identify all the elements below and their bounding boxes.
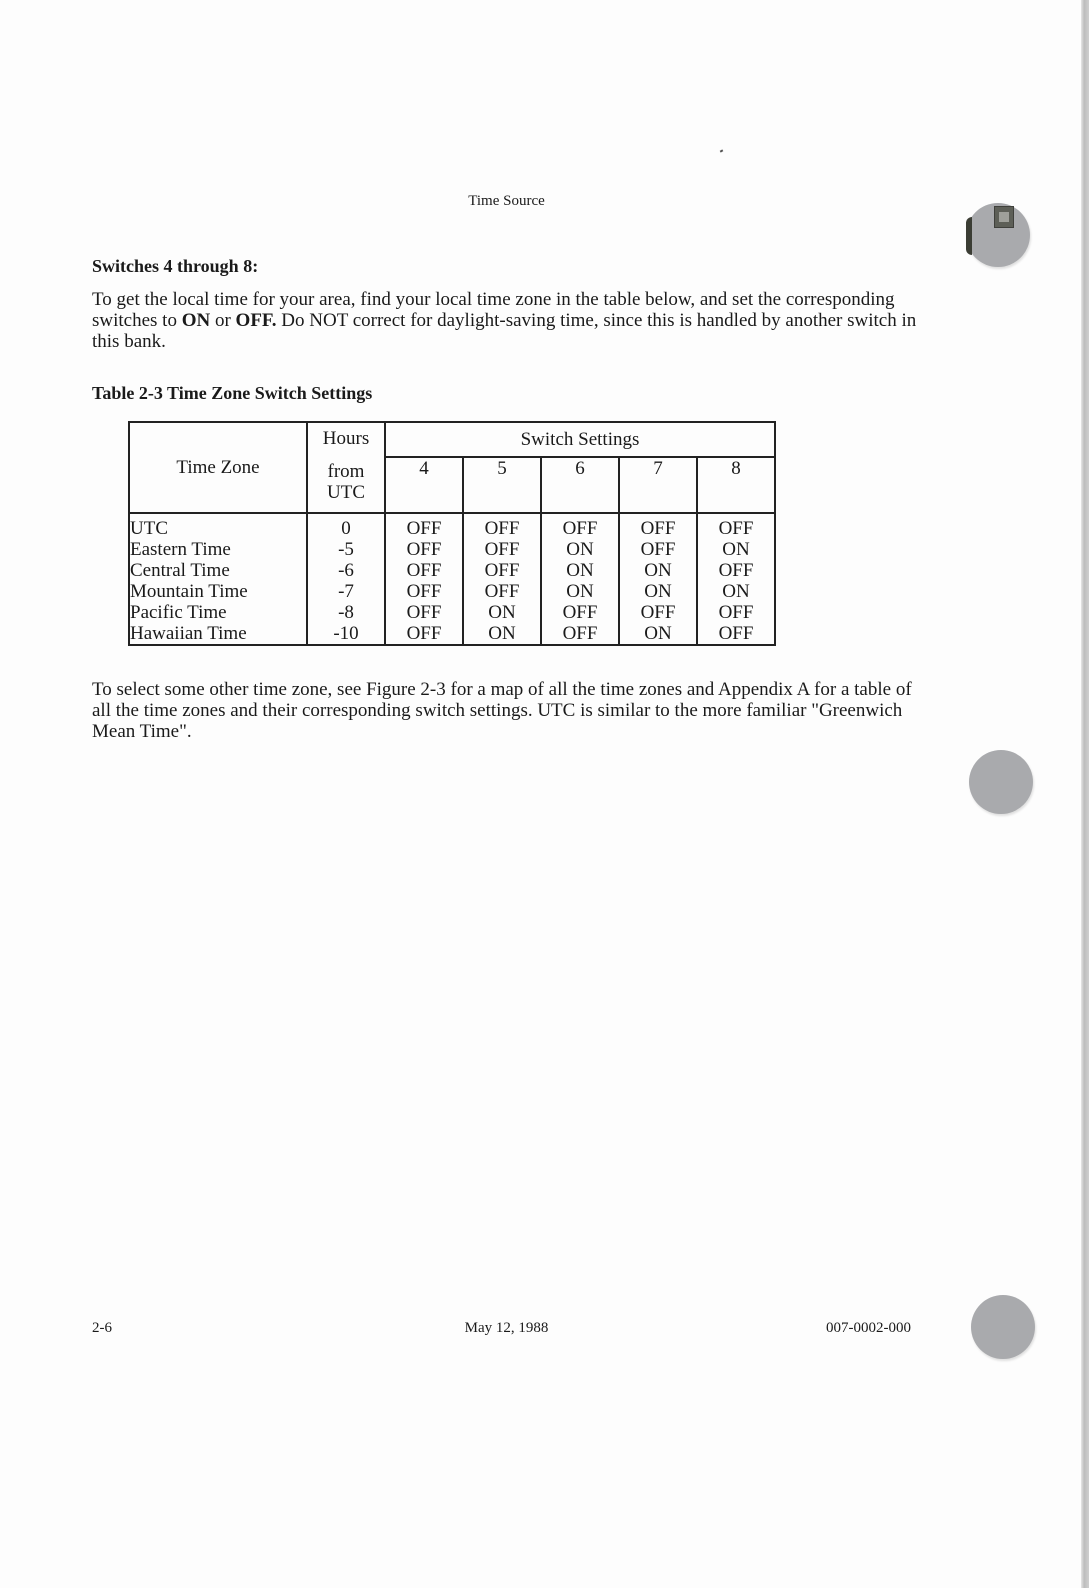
document-number: 007-0002-000 <box>826 1320 911 1336</box>
switch-5-setting: OFF <box>463 539 541 560</box>
header-time-zone: Time Zone <box>129 422 307 513</box>
table-row <box>129 602 775 623</box>
time-zone-name: Pacific Time <box>129 602 307 623</box>
binder-ring-shadow <box>966 217 972 255</box>
intro-paragraph <box>92 289 922 352</box>
intro-text-start: To get the local time for your area, find your local time zone in the table below, and set the corresponding switches to <box>92 289 895 331</box>
time-zone-name: UTC <box>129 513 307 539</box>
switch-4-setting: OFF <box>385 560 463 581</box>
switch-7-setting: OFF <box>619 513 697 539</box>
header-switch-4: 4 <box>385 457 463 513</box>
intro-text-end: Do NOT correct for daylight-saving time, since this is handled by another switch in this bank. <box>92 310 917 352</box>
switch-6-setting: ON <box>541 560 619 581</box>
page-number: 2-6 <box>92 1320 112 1336</box>
switch-5-setting: ON <box>463 623 541 645</box>
table-row <box>129 539 775 560</box>
table-row <box>129 560 775 581</box>
switch-4-setting: OFF <box>385 539 463 560</box>
switch-8-setting: OFF <box>697 623 775 645</box>
switch-7-setting: ON <box>619 560 697 581</box>
switch-8-setting: ON <box>697 581 775 602</box>
running-head: Time Source <box>468 193 545 209</box>
intro-or-text: or <box>210 310 236 331</box>
switch-6-setting: OFF <box>541 623 619 645</box>
hours-from-utc: -10 <box>307 623 385 645</box>
intro-off-keyword: OFF. <box>235 310 277 331</box>
intro-on-keyword: ON <box>181 310 211 331</box>
table-row <box>129 513 775 539</box>
switch-4-setting: OFF <box>385 513 463 539</box>
header-switch-7: 7 <box>619 457 697 513</box>
switch-5-setting: OFF <box>463 513 541 539</box>
table-caption: Table 2-3 Time Zone Switch Settings <box>92 383 373 403</box>
header-hours-line3: UTC <box>327 482 365 503</box>
section-heading: Switches 4 through 8: <box>92 256 259 276</box>
switch-8-setting: OFF <box>697 560 775 581</box>
switch-6-setting: OFF <box>541 513 619 539</box>
binder-hole-top <box>966 203 1030 267</box>
table-row <box>129 581 775 602</box>
time-zone-name: Eastern Time <box>129 539 307 560</box>
scan-speck <box>720 149 724 152</box>
hours-from-utc: -8 <box>307 602 385 623</box>
footer-date: May 12, 1988 <box>464 1320 549 1336</box>
hours-from-utc: -7 <box>307 581 385 602</box>
header-switch-settings: Switch Settings <box>385 422 775 457</box>
switch-6-setting: ON <box>541 539 619 560</box>
switch-4-setting: OFF <box>385 581 463 602</box>
switch-8-setting: ON <box>697 539 775 560</box>
header-switch-8: 8 <box>697 457 775 513</box>
header-hours-from-utc <box>307 422 385 513</box>
hours-from-utc: 0 <box>307 513 385 539</box>
switch-5-setting: OFF <box>463 560 541 581</box>
switch-7-setting: ON <box>619 623 697 645</box>
switch-4-setting: OFF <box>385 623 463 645</box>
switch-7-setting: OFF <box>619 539 697 560</box>
time-zone-name: Central Time <box>129 560 307 581</box>
hours-from-utc: -6 <box>307 560 385 581</box>
header-switch-6: 6 <box>541 457 619 513</box>
switch-6-setting: OFF <box>541 602 619 623</box>
table-row <box>129 623 775 645</box>
switch-8-setting: OFF <box>697 513 775 539</box>
switch-6-setting: ON <box>541 581 619 602</box>
switch-7-setting: ON <box>619 581 697 602</box>
time-zone-name: Mountain Time <box>129 581 307 602</box>
closing-paragraph: To select some other time zone, see Figure 2-3 for a map of all the time zones and Appendix A for a table of all the time zones and their corresponding switch settings. UTC is similar to the more familiar "Greenwich Mean Time". <box>92 679 912 742</box>
switch-5-setting: OFF <box>463 581 541 602</box>
header-hours-line1: Hours <box>322 428 370 449</box>
switch-8-setting: OFF <box>697 602 775 623</box>
page-edge-shadow <box>1081 0 1089 1588</box>
hours-from-utc: -5 <box>307 539 385 560</box>
switch-4-setting: OFF <box>385 602 463 623</box>
binder-hole-middle <box>969 750 1033 814</box>
header-hours-line2: from <box>327 461 365 482</box>
switch-5-setting: ON <box>463 602 541 623</box>
switch-7-setting: OFF <box>619 602 697 623</box>
header-switch-5: 5 <box>463 457 541 513</box>
time-zone-switch-table <box>128 421 776 646</box>
time-zone-name: Hawaiian Time <box>129 623 307 645</box>
